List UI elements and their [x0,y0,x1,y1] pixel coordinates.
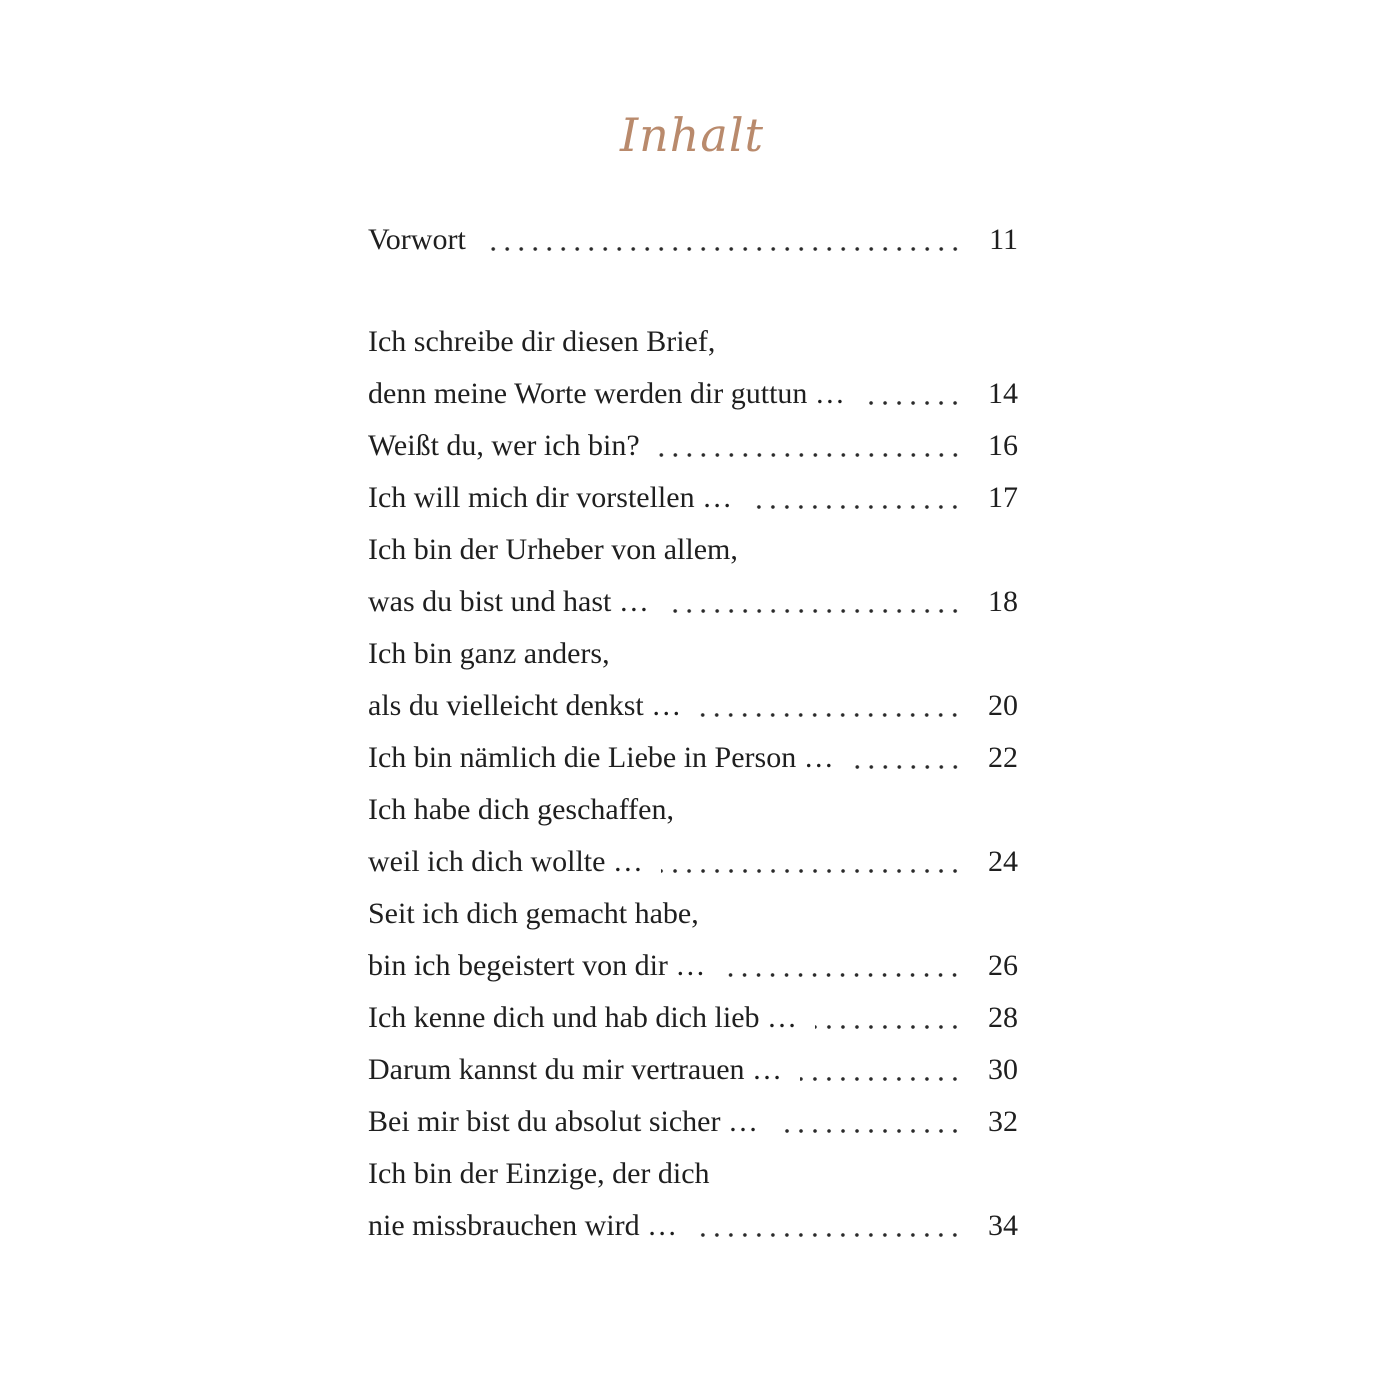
dot-leader [723,958,962,978]
toc-entry [368,784,1018,836]
dot-leader [484,232,962,252]
toc-page-number: 30 [988,1053,1018,1086]
toc-entry-title: als du vielleicht denkst … [368,689,682,722]
toc-entry-title: Ich bin ganz anders, [368,637,610,670]
toc-page-number: 18 [988,585,1018,618]
dot-leader [750,490,962,510]
toc-entry [368,1148,1018,1200]
toc-entry [368,1200,1018,1252]
toc-entry [368,680,1018,732]
toc-page-number: 17 [988,481,1018,514]
dot-leader [852,750,962,770]
toc-entry [368,628,1018,680]
dot-leader [667,594,962,614]
toc-entry [368,316,1018,368]
toc-entry [368,992,1018,1044]
toc-entry [368,836,1018,888]
toc-entry-title: Ich schreibe dir diesen Brief, [368,325,716,358]
toc-entry [368,940,1018,992]
table-of-contents [368,214,1018,1252]
toc-entry [368,420,1018,472]
dot-leader [815,1010,962,1030]
toc-entry [368,576,1018,628]
toc-entry [368,732,1018,784]
toc-entry-title: Ich habe dich geschaffen, [368,793,674,826]
toc-page-number: 20 [988,689,1018,722]
toc-page-number: 34 [988,1209,1018,1242]
toc-entry [368,524,1018,576]
toc-page-number: 14 [988,377,1018,410]
toc-entry-title: Darum kannst du mir vertrauen … [368,1053,783,1086]
toc-entry [368,214,1018,266]
toc-page-number: 28 [988,1001,1018,1034]
toc-entry [368,888,1018,940]
toc-page-number: 22 [988,741,1018,774]
toc-entry-title: Seit ich dich gemacht habe, [368,897,699,930]
toc-entry-title: Ich bin der Urheber von allem, [368,533,738,566]
toc-page-number: 16 [988,429,1018,462]
toc-entry-title: Vorwort [368,223,466,256]
toc-entry-title: Ich bin nämlich die Liebe in Person … [368,741,834,774]
toc-entry-title: weil ich dich wollte … [368,845,643,878]
toc-entry [368,1096,1018,1148]
toc-entry-title: Bei mir bist du absolut sicher … [368,1105,758,1138]
toc-entry-title: was du bist und hast … [368,585,649,618]
dot-leader [776,1114,962,1134]
toc-entry-title: denn meine Worte werden dir guttun … [368,377,845,410]
page-title: Inhalt [619,108,765,162]
toc-page-number: 11 [989,223,1018,256]
toc-entry-title: Ich bin der Einzige, der dich [368,1157,710,1190]
toc-entry-title: Ich kenne dich und hab dich lieb … [368,1001,798,1034]
toc-entry-title: Ich will mich dir vorstellen … [368,481,733,514]
toc-entry-title: nie missbrauchen wird … [368,1209,678,1242]
dot-leader [661,854,962,874]
dot-leader [699,698,962,718]
dot-leader [695,1218,962,1238]
toc-entry-title: Weißt du, wer ich bin? [368,429,640,462]
toc-page-number: 26 [988,949,1018,982]
toc-entry [368,1044,1018,1096]
dot-leader [863,386,962,406]
toc-entry [368,472,1018,524]
toc-entry-title: bin ich begeistert von dir … [368,949,706,982]
toc-page-number: 32 [988,1105,1018,1138]
dot-leader [800,1062,962,1082]
toc-page-number: 24 [988,845,1018,878]
dot-leader [658,438,962,458]
toc-entry [368,368,1018,420]
